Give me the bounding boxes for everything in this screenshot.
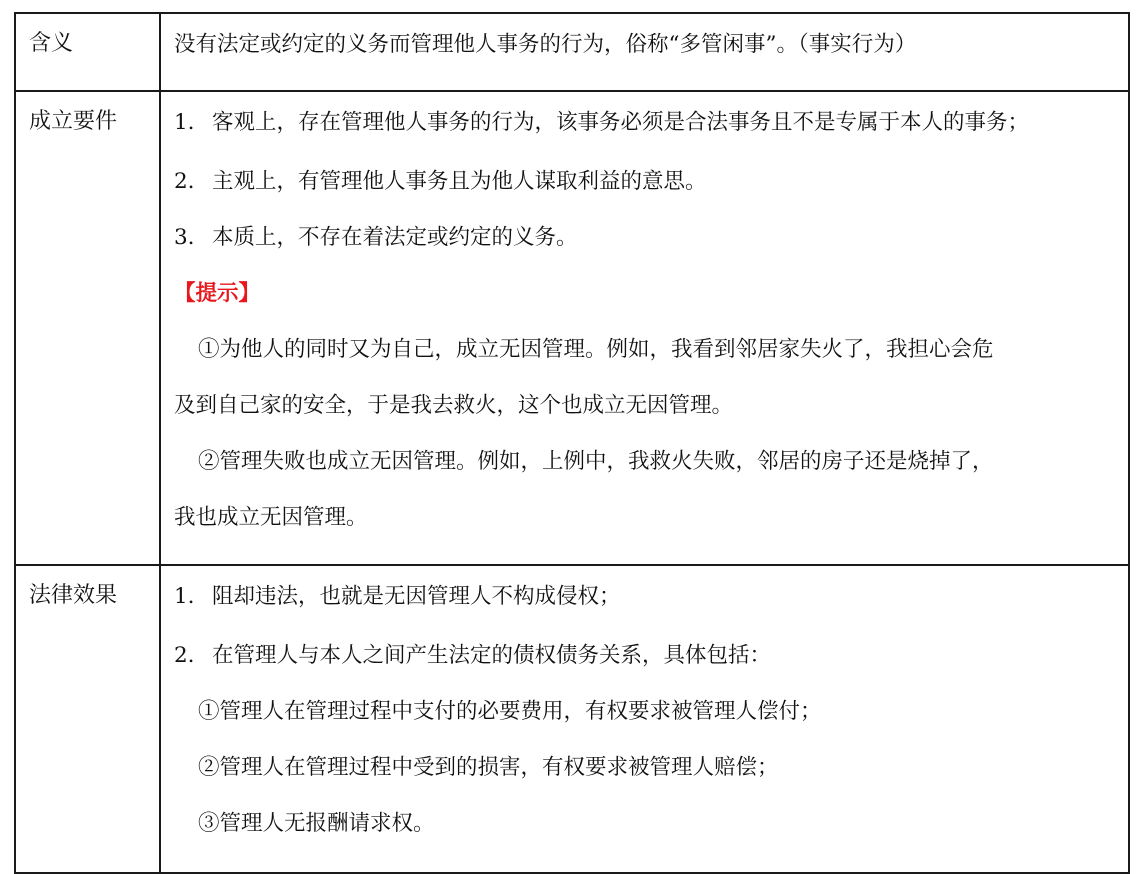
table-row-effects xyxy=(15,565,1129,873)
tip2-line1: ②管理失败也成立无因管理。例如，上例中，我救火失败，邻居的房子还是烧掉了， xyxy=(198,449,994,474)
effect-num-1: 1. xyxy=(174,584,195,609)
effect-sub-item-2: ②管理人在管理过程中受到的损害，有权要求被管理人赔偿； xyxy=(198,755,779,780)
label-definition: 含义 xyxy=(15,13,160,91)
tip1-line1: ①为他人的同时又为自己，成立无因管理。例如，我看到邻居家失火了，我担心会危 xyxy=(198,337,994,362)
requirement-text-2: 主观上，有管理他人事务且为他人谋取利益的意思。 xyxy=(212,169,707,194)
content-effects xyxy=(160,565,1129,873)
table-row-definition xyxy=(15,13,1129,91)
requirement-item-3 xyxy=(174,210,1128,266)
effect-item-1 xyxy=(174,566,1128,628)
effect-sub-item-1: ①管理人在管理过程中支付的必要费用，有权要求被管理人偿付； xyxy=(198,699,822,724)
effect-text-1: 阻却违法，也就是无因管理人不构成侵权； xyxy=(212,584,621,609)
requirement-item-1 xyxy=(174,92,1128,154)
effect-item-2 xyxy=(174,628,1128,684)
label-requirements: 成立要件 xyxy=(15,91,160,565)
effect-num-2: 2. xyxy=(174,643,195,668)
document-table xyxy=(14,12,1130,874)
content-requirements xyxy=(160,91,1129,565)
effect-text-2: 在管理人与本人之间产生法定的债权债务关系，具体包括： xyxy=(212,643,772,668)
requirement-num-1: 1. xyxy=(174,110,195,135)
definition-text: 没有法定或约定的义务而管理他人事务的行为，俗称“多管闲事”。（事实行为） xyxy=(174,32,917,57)
requirement-text-1: 客观上，存在管理他人事务的行为，该事务必须是合法事务且不是专属于本人的事务； xyxy=(212,110,1030,135)
requirement-num-2: 2. xyxy=(174,169,195,194)
requirement-num-3: 3. xyxy=(174,225,195,250)
tip-title: 【提示】 xyxy=(174,281,261,306)
effect-sub-item-3: ③管理人无报酬请求权。 xyxy=(198,811,435,836)
content-definition xyxy=(160,13,1129,91)
requirement-text-3: 本质上，不存在着法定或约定的义务。 xyxy=(212,225,578,250)
tip2-line2: 我也成立无因管理。 xyxy=(174,505,368,530)
requirement-item-2 xyxy=(174,154,1128,210)
tip-heading xyxy=(174,266,1128,322)
tip1-line2: 及到自己家的安全，于是我去救火，这个也成立无因管理。 xyxy=(174,393,734,418)
table-row-requirements xyxy=(15,91,1129,565)
label-effects: 法律效果 xyxy=(15,565,160,873)
